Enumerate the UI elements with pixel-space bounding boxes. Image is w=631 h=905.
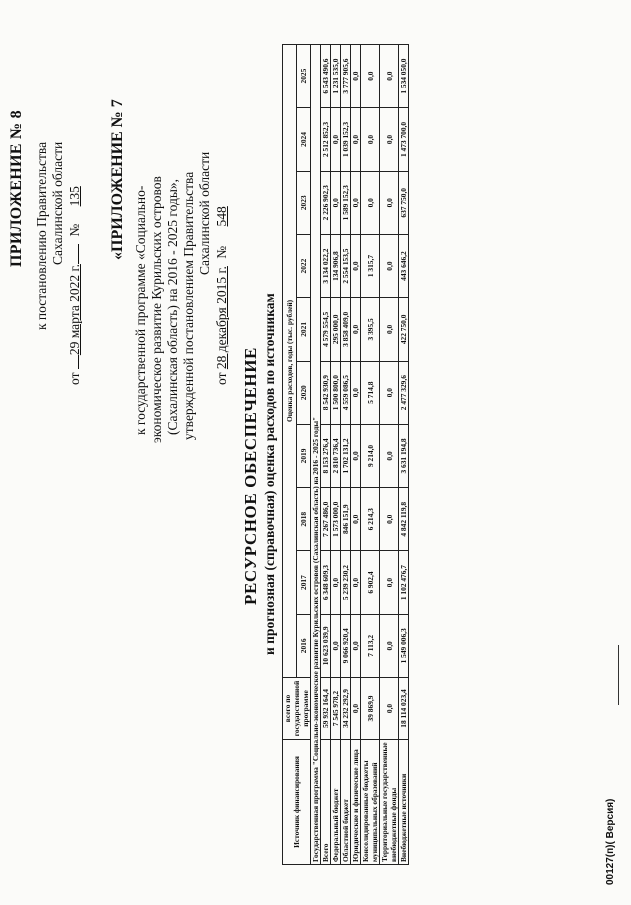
row-value-2023: 0,0 (380, 171, 399, 234)
row-value-2017: 0,0 (331, 551, 341, 614)
header-year-2018: 2018 (297, 488, 311, 551)
decree2-line1: к государственной программе «Социально- (133, 185, 148, 435)
row-value-2018: 7 267 486,0 (321, 488, 331, 551)
table-row (321, 44, 331, 864)
row-value-2024: 2 512 852,3 (321, 108, 331, 171)
row-value-2016: 7 113,2 (361, 614, 380, 677)
header-source: Источник финансирования (283, 740, 311, 865)
table-row (331, 44, 341, 864)
decree1-date-line (67, 178, 83, 385)
row-total: 0,0 (351, 678, 361, 740)
row-value-2021: 295 000,0 (331, 298, 341, 361)
row-value-2018: 0,0 (380, 488, 399, 551)
row-value-2023: 0,0 (351, 171, 361, 234)
row-value-2017: 6 348 609,3 (321, 551, 331, 614)
row-source: Всего (321, 740, 331, 865)
table-row (341, 44, 351, 864)
row-value-2024: 0,0 (351, 108, 361, 171)
row-value-2016: 0,0 (380, 614, 399, 677)
row-value-2022: 443 646,2 (399, 234, 409, 297)
row-value-2022: 0,0 (380, 234, 399, 297)
decree2-line2: экономическое развитие Курильских островов (149, 176, 164, 443)
row-value-2025: 1 231 535,0 (331, 44, 341, 107)
row-value-2022: 3 134 022,2 (321, 234, 331, 297)
row-value-2018: 4 842 119,8 (399, 488, 409, 551)
table-header-row (283, 44, 297, 864)
decree1-number: 135 (67, 186, 82, 207)
program-title: Государственная программа "Социально-экономическое развитие Курильских островов (Сахалинская область) на 2016 - 2025 годы" (311, 44, 321, 864)
header-years-group: Оценка расходов, годы (тыс. рублей) (283, 44, 297, 677)
row-value-2021: 0,0 (380, 298, 399, 361)
row-value-2017: 5 239 230,2 (341, 551, 351, 614)
row-value-2020: 4 559 086,5 (341, 361, 351, 424)
header-year-2019: 2019 (297, 424, 311, 487)
row-value-2019: 2 810 736,4 (331, 424, 341, 487)
row-value-2024: 1 473 700,0 (399, 108, 409, 171)
row-value-2019: 1 702 131,2 (341, 424, 351, 487)
row-value-2018: 0,0 (351, 488, 361, 551)
decree1-from-label: от (67, 372, 82, 385)
row-value-2019: 8 153 276,4 (321, 424, 331, 487)
row-value-2016: 10 623 039,9 (321, 614, 331, 677)
row-value-2020: 1 500 800,0 (331, 361, 341, 424)
header-year-2020: 2020 (297, 361, 311, 424)
row-total: 0,0 (380, 678, 399, 740)
table-row (399, 44, 409, 864)
decree1-line1: к постановлению Правительства (34, 141, 49, 330)
table-row (351, 44, 361, 864)
decree1-date: 29 марта 2022 г. (67, 264, 82, 356)
row-value-2017: 0,0 (351, 551, 361, 614)
row-total: 39 869,9 (361, 678, 380, 740)
row-value-2025: 0,0 (351, 44, 361, 107)
header-year-2017: 2017 (297, 551, 311, 614)
table-row (380, 44, 399, 864)
document-title: РЕСУРСНОЕ ОБЕСПЕЧЕНИЕ (241, 347, 260, 605)
row-total: 59 932 164,4 (321, 678, 331, 740)
scan-mark (618, 645, 619, 705)
row-value-2022: 134 906,8 (331, 234, 341, 297)
row-value-2018: 1 573 000,0 (331, 488, 341, 551)
row-value-2020: 0,0 (380, 361, 399, 424)
row-value-2016: 9 066 920,4 (341, 614, 351, 677)
row-total: 18 114 023,4 (399, 678, 409, 740)
row-source: Консолидированные бюджеты муниципальных образований (361, 740, 380, 865)
decree1-line2: Сахалинской области (50, 141, 65, 265)
row-value-2019: 3 631 194,8 (399, 424, 409, 487)
row-value-2016: 1 549 006,3 (399, 614, 409, 677)
row-value-2019: 9 214,0 (361, 424, 380, 487)
header-year-2025: 2025 (297, 44, 311, 107)
row-value-2021: 422 750,0 (399, 298, 409, 361)
resource-table (282, 44, 409, 865)
row-value-2020: 5 714,8 (361, 361, 380, 424)
row-value-2017: 0,0 (380, 551, 399, 614)
row-value-2025: 0,0 (361, 44, 380, 107)
row-value-2024: 0,0 (380, 108, 399, 171)
row-value-2017: 1 102 476,7 (399, 551, 409, 614)
row-value-2023: 0,0 (331, 171, 341, 234)
row-value-2021: 3 395,5 (361, 298, 380, 361)
decree2-from-label: от (214, 372, 229, 385)
row-value-2018: 6 214,3 (361, 488, 380, 551)
row-source: Внебюджетные источники (399, 740, 409, 865)
row-source: Юридические и физические лица (351, 740, 361, 865)
header-year-2021: 2021 (297, 298, 311, 361)
row-value-2022: 1 315,7 (361, 234, 380, 297)
row-value-2025: 6 543 490,6 (321, 44, 331, 107)
row-value-2020: 0,0 (351, 361, 361, 424)
header-year-2022: 2022 (297, 234, 311, 297)
row-source: Территориальные государственные внебюджетные фонды (380, 740, 399, 865)
row-value-2016: 0,0 (331, 614, 341, 677)
row-value-2025: 1 534 050,0 (399, 44, 409, 107)
row-value-2016: 0,0 (351, 614, 361, 677)
row-value-2024: 0,0 (331, 108, 341, 171)
row-total: 7 545 978,2 (331, 678, 341, 740)
row-total: 34 232 292,9 (341, 678, 351, 740)
decree2-line4: утвержденной постановлением Правительства (181, 171, 196, 440)
row-value-2020: 2 477 329,6 (399, 361, 409, 424)
decree1-num-label: № (67, 223, 82, 237)
row-value-2018: 846 151,9 (341, 488, 351, 551)
row-value-2020: 8 542 930,9 (321, 361, 331, 424)
footer-code: 00127(п)( Версия) (605, 798, 616, 885)
header-year-2016: 2016 (297, 614, 311, 677)
row-value-2019: 0,0 (351, 424, 361, 487)
decree2-line5: Сахалинской области (197, 151, 212, 275)
row-value-2017: 6 902,4 (361, 551, 380, 614)
decree2-line3: (Сахалинская область) на 2016 - 2025 годы», (165, 178, 180, 435)
header-year-2023: 2023 (297, 171, 311, 234)
row-value-2022: 0,0 (351, 234, 361, 297)
decree2-number: 548 (214, 206, 229, 227)
decree2-date-line (214, 196, 230, 385)
row-value-2024: 0,0 (361, 108, 380, 171)
row-value-2023: 1 589 152,3 (341, 171, 351, 234)
appendix2-title: «ПРИЛОЖЕНИЕ № 7 (109, 99, 126, 260)
row-value-2023: 0,0 (361, 171, 380, 234)
row-value-2025: 3 777 905,6 (341, 44, 351, 107)
row-value-2023: 637 750,0 (399, 171, 409, 234)
appendix-title: ПРИЛОЖЕНИЕ № 8 (8, 110, 25, 267)
row-source: Федеральный бюджет (331, 740, 341, 865)
row-value-2024: 1 039 152,3 (341, 108, 351, 171)
header-year-2024: 2024 (297, 108, 311, 171)
table-row (361, 44, 380, 864)
row-value-2025: 0,0 (380, 44, 399, 107)
program-row (311, 44, 321, 864)
row-source: Областной бюджет (341, 740, 351, 865)
document-subtitle: и прогнозная (справочная) оценка расходов по источникам (262, 293, 277, 655)
row-value-2023: 2 226 902,3 (321, 171, 331, 234)
row-value-2021: 4 579 554,5 (321, 298, 331, 361)
decree2-num-label: № (214, 245, 229, 259)
header-total: всего по государственной программе (283, 678, 311, 740)
row-value-2022: 2 554 153,5 (341, 234, 351, 297)
row-value-2021: 3 858 409,0 (341, 298, 351, 361)
row-value-2019: 0,0 (380, 424, 399, 487)
row-value-2021: 0,0 (351, 298, 361, 361)
decree2-date: 28 декабря 2015 г. (214, 266, 229, 370)
